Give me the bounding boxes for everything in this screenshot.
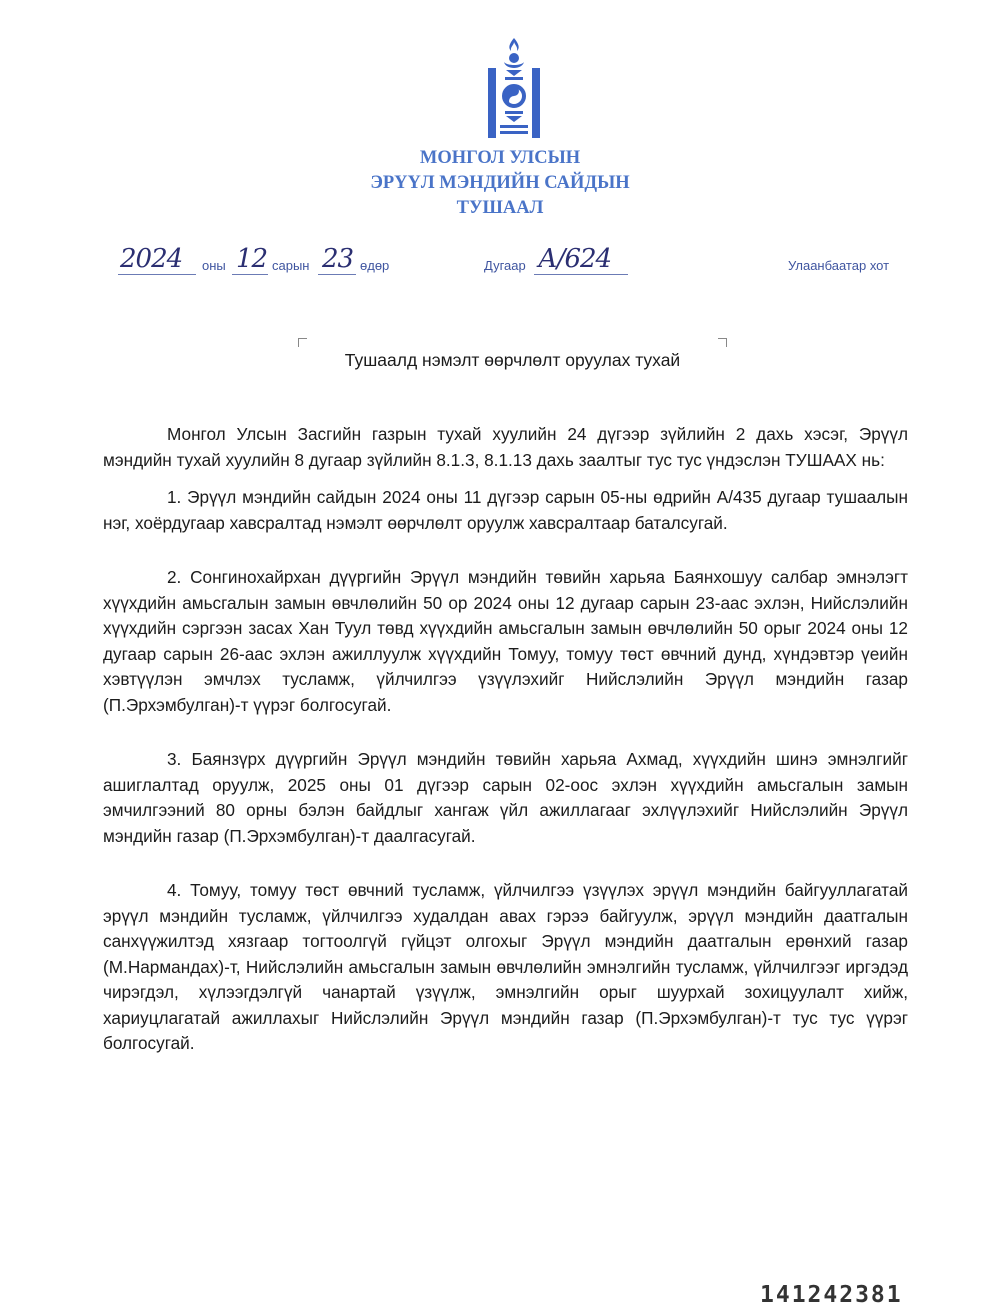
city-label: Улаанбаатар хот: [788, 258, 890, 273]
intro-paragraph: Монгол Улсын Засгийн газрын тухай хуулийн 24 дүгээр зүйлийн 2 дахь хэсэг, Эрүүл мэндийн тухай хуулийн 8 дугаар зүйлийн 8.1.3, 8.1.13 дахь заалтыг тус тус үндэслэн ТУШААХ нь:: [103, 424, 908, 470]
order-item-2: 2. Сонгинохайрхан дүүргийн Эрүүл мэндийн төвийн харьяа Баянхошуу салбар эмнэлэгт хүүхдийн амьсгалын замын өвчлөлийн 50 ор 2024 оны 12 дугаар сарын 23-аас эхлэн, Нийслэлийн хүүхдийн сэргээн засах Хан Туул төвд хүүхдийн амьсгалын замын өвчлөлийн 50 орыг 2024 оны 12 дугаар сарын 26-аас эхлэн ажиллуулж хүүхдийн Томуу, томуу төст өвчний дунд, хүндэвтэр үеийн хэвтүүлэн эмчлэх тусламж, үйлчилгээ үзүүлэхийг Нийслэлийн Эрүүл мэндийн газар (П.Эрхэмбулган)-т үүрэг болгосугай.: [103, 567, 908, 715]
handwritten-year: 2024: [120, 244, 183, 274]
order-item-3: 3. Баянзүрх дүүргийн Эрүүл мэндийн төвийн харьяа Ахмад, хүүхдийн шинэ эмнэлгийг ашиглалтад оруулж, 2025 оны 01 дүгээр сарын 02-оос эхлэн хүүхдийн амьсгалын замын эмчилгээний 80 орны бэлэн байдлыг хангаж үйл ажиллагааг эхлүүлэхийг Нийслэлийн Эрүүл мэндийн газар (П.Эрхэмбулган)-т даалгасугай.: [103, 749, 908, 846]
number-label: Дугаар: [484, 258, 526, 273]
document-header: [0, 146, 1000, 221]
handwritten-day: 23: [322, 244, 354, 274]
day-label: өдөр: [360, 258, 390, 273]
header-line-country: МОНГОЛ УЛСЫН: [419, 148, 581, 168]
subject-bracket-left: [298, 338, 307, 347]
document-subject: Тушаалд нэмэлт өөрчлөлт оруулах тухай: [344, 350, 681, 370]
header-line-ministry: ЭРҮҮЛ МЭНДИЙН САЙДЫН: [370, 173, 630, 193]
year-label: оны: [202, 258, 226, 273]
header-line-doc-type: ТУШААЛ: [456, 198, 544, 218]
order-item-1: 1. Эрүүл мэндийн сайдын 2024 оны 11 дүгээр сарын 05-ны өдрийн А/435 дугаар тушаалын нэг, хоёрдугаар хавсралтад нэмэлт өөрчлөлт оруулж хавсралтаар баталсугай.: [103, 487, 908, 533]
handwritten-month: 12: [236, 244, 268, 274]
document-serial-number: 141242381: [760, 1282, 903, 1308]
subject-bracket-right: [718, 338, 727, 347]
day-underline: [318, 274, 356, 275]
order-item-4: 4. Томуу, томуу төст өвчний тусламж, үйлчилгээ үзүүлэх эрүүл мэндийн байгууллагатай эрүүл мэндийн тусламж, үйлчилгээ худалдан авах гэрээ байгуулж, эрүүл мэндийн даатгалын санхүүжилтэд хязгаар тогтоолгүй гүйцэт олгохыг Эрүүл мэндийн даатгалын ерөнхий газар (М.Нармандах)-т, Нийслэлийн амьсгалын замын өвчлөлийн эмнэлгийн тусламж, үйлчилгээг иргэдэд чирэгдэл, хүлээгдэлгүй чанартай үзүүлж, эмнэлгийн орыг шуурхай зохицуулалт хийж, хариуцлагатай ажиллахыг Нийслэлийн Эрүүл мэндийн газар (П.Эрхэмбулган)-т тус тус үүрэг болгосугай.: [103, 880, 908, 1053]
document-body: [103, 422, 908, 1086]
month-label: сарын: [272, 258, 310, 273]
year-underline: [118, 274, 196, 275]
document-meta-row: [0, 244, 1000, 284]
number-underline: [534, 274, 628, 275]
handwritten-number: А/624: [538, 244, 612, 274]
soyombo-emblem-icon: [484, 36, 544, 140]
month-underline: [232, 274, 268, 275]
